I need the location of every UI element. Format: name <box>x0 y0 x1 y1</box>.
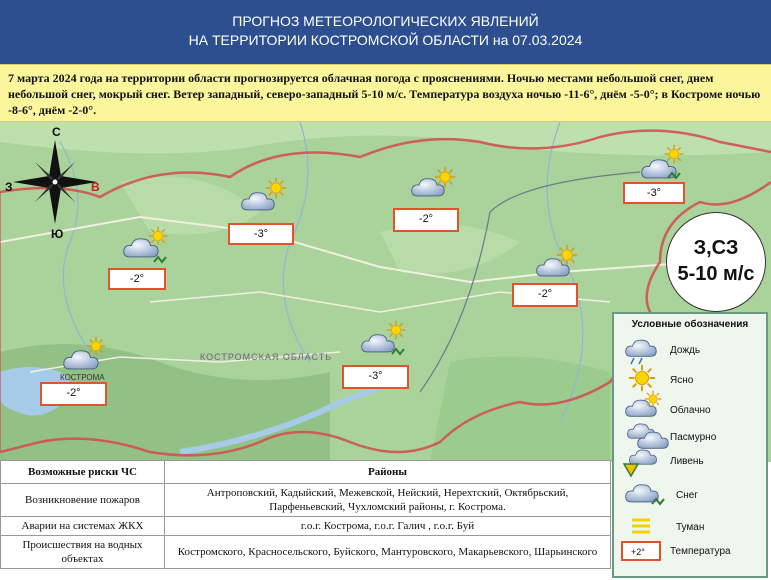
wind-speed: 5-10 м/с <box>677 263 755 285</box>
areas-cell: г.о.г. Кострома, г.о.г. Галич , г.о.г. Буй <box>165 517 611 536</box>
snow-icon <box>626 485 664 504</box>
header-title-line2: НА ТЕРРИТОРИИ КОСТРОМСКОЙ ОБЛАСТИ на 07.03.2024 <box>188 32 583 48</box>
risk-cell: Аварии на системах ЖКХ <box>1 517 165 536</box>
areas-cell: Костромского, Красносельского, Буйского, Мантуровского, Макарьевского, Шарьинского <box>165 536 611 569</box>
areas-cell: Антроповский, Кадыйский, Межевской, Нейский, Нерехтский, Октябрьский, Парфеньевский, Чухломский районы, г. Кострома. <box>165 484 611 517</box>
risk-cell: Происшествия на водных объектах <box>1 536 165 569</box>
temp-box: -2° <box>512 283 578 307</box>
compass-north: С <box>52 125 61 139</box>
sun-icon <box>629 365 655 391</box>
region-label: КОСТРОМСКАЯ ОБЛАСТЬ <box>200 352 333 362</box>
cloudy-icon <box>626 391 662 417</box>
legend-label-cloudy: Облачно <box>670 405 711 416</box>
wind-direction: З,СЗ <box>693 237 739 259</box>
temp-box: -2° <box>393 208 459 232</box>
areas-header: Районы <box>165 461 611 484</box>
forecast-header <box>0 0 771 64</box>
header-title-line1: ПРОГНОЗ МЕТЕОРОЛОГИЧЕСКИХ ЯВЛЕНИЙ <box>232 13 539 29</box>
risks-header: Возможные риски ЧС <box>1 461 165 484</box>
legend-label-temperature: Температура <box>670 546 731 557</box>
legend-title: Условные обозначения <box>631 319 749 330</box>
temp-box: -2° <box>40 382 107 406</box>
table-row <box>1 536 611 569</box>
table-row <box>1 484 611 517</box>
temp-box: -2° <box>108 268 166 290</box>
temp-box: -3° <box>623 182 685 204</box>
compass-east: В <box>91 180 100 194</box>
forecast-summary: 7 марта 2024 года на территории области прогнозируется облачная погода с прояснениями. Ночью местами небольшой снег, днем небольшой снег, мокрый снег. Ветер западный, северо-западный 5-10 м/с. Температура воздуха ночью -11-6°, днём -5-0°; в Костроме ночью -8-6°, днём -2-0°. <box>0 64 771 122</box>
legend-label-clear: Ясно <box>670 375 694 386</box>
legend-label-fog: Туман <box>676 522 705 533</box>
legend-label-rain: Дождь <box>670 345 701 356</box>
city-label: КОСТРОМА <box>60 373 105 382</box>
compass-south: Ю <box>51 227 64 241</box>
legend-panel <box>612 312 768 578</box>
overcast-icon <box>627 424 668 448</box>
legend-temp-sample: +2° <box>631 547 645 557</box>
legend-label-shower: Ливень <box>670 456 704 467</box>
compass-west: З <box>5 180 13 194</box>
risk-cell: Возникновение пожаров <box>1 484 165 517</box>
risks-table <box>0 460 611 569</box>
table-row <box>1 517 611 536</box>
rain-icon <box>626 340 657 364</box>
legend-label-overcast: Пасмурно <box>670 432 717 443</box>
wind-indicator <box>666 212 766 312</box>
temp-box: -3° <box>228 223 294 245</box>
temp-box: -3° <box>342 365 409 389</box>
shower-icon <box>624 450 657 476</box>
legend-label-snow: Снег <box>676 490 698 501</box>
fog-icon <box>632 520 650 532</box>
